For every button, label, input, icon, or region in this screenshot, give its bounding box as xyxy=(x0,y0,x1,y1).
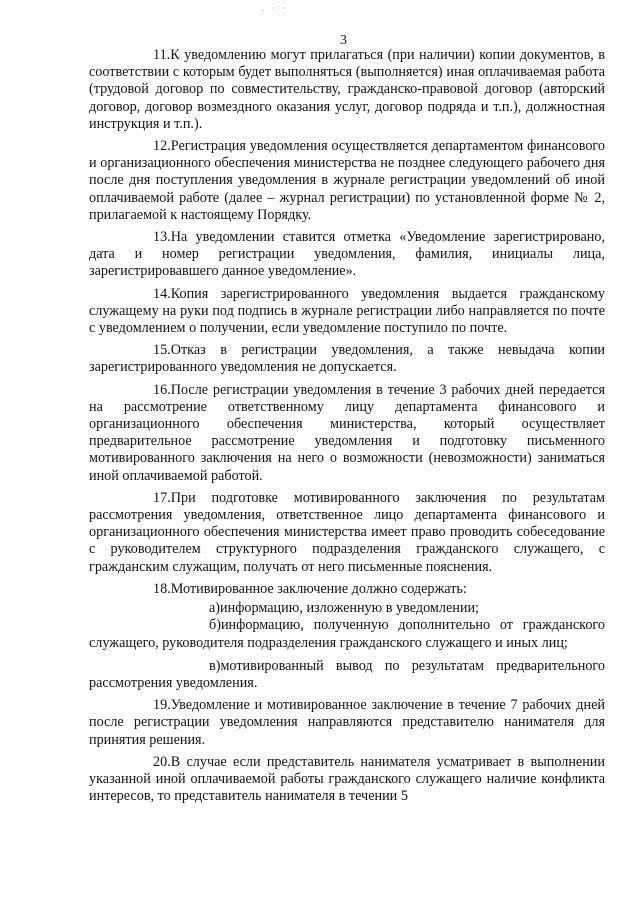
paragraph-number: 18. xyxy=(153,580,171,597)
paragraph-text: Копия зарегистрированного уведомления выдается гражданскому служащему на руки под подпись в журнале регистрации либо направляется по почте с уведомлением о получении, если уведомление поступило по почте. xyxy=(89,285,605,337)
paragraph-number: 20. xyxy=(153,753,171,770)
sub-item-text: информацию, полученную дополнительно от гражданского служащего, руководителя подразделения гражданского служащего и иных лиц; xyxy=(89,617,605,651)
paragraph-number: 19. xyxy=(153,697,171,714)
paragraph-text: При подготовке мотивированного заключения по результатам рассмотрения уведомления, ответственное лицо департамента финансового и организационного обеспечения министерства имеет право проводить собеседование с руководителем структурного подразделения гражданского служащего, с гражданским служащим, получать от него письменные пояснения. xyxy=(89,489,605,575)
paragraph-number: 15. xyxy=(153,342,171,359)
paragraph-text: На уведомлении ставится отметка «Уведомление зарегистрировано, дата и номер регистрации уведомления, фамилия, инициалы лица, зарегистрировавшего данное уведомление». xyxy=(89,229,605,280)
sub-item-letter: в) xyxy=(209,657,221,674)
paragraph-number: 13. xyxy=(153,229,171,246)
paragraph-17 xyxy=(89,490,605,576)
paragraph-text: Мотивированное заключение должно содержать: xyxy=(170,580,467,597)
paragraph-18 xyxy=(89,581,605,598)
paragraph-number: 11. xyxy=(153,47,171,63)
paragraph-19 xyxy=(89,697,605,749)
paragraph-text: Регистрация уведомления осуществляется департаментом финансового и организационного обеспечения министерства не позднее следующего рабочего дня после дня поступления уведомления в журнале регистрации уведомлений об иной оплачиваемой работе (далее – журнал регистрации) по установленной форме № 2, прилагаемой к настоящему Порядку. xyxy=(89,138,605,223)
paragraph-15 xyxy=(89,342,605,376)
sub-item-text: информацию, изложенную в уведомлении; xyxy=(220,600,479,617)
paragraph-12 xyxy=(89,138,605,224)
sub-item-letter: б) xyxy=(209,617,221,634)
scan-artifact-marks: . · · xyxy=(262,4,289,13)
paragraph-number: 16. xyxy=(153,381,171,398)
sub-item-a xyxy=(89,600,605,617)
paragraph-number: 17. xyxy=(153,489,171,506)
sub-item-c xyxy=(89,658,605,692)
sub-item-b xyxy=(89,617,605,651)
paragraph-20 xyxy=(89,754,605,806)
paragraph-13 xyxy=(89,229,605,281)
paragraph-16 xyxy=(89,382,605,485)
paragraph-text: После регистрации уведомления в течение 3 рабочих дней передается на рассмотрение ответственному лицу департамента финансового и организационного обеспечения министерства, который осуществляет предварительное рассмотрение уведомления и подготовку письменного мотивированного заключения на него о возможности (невозможности) заниматься иной оплачиваемой работой. xyxy=(89,381,605,484)
sub-item-letter: а) xyxy=(209,600,221,617)
page-number: 3 xyxy=(340,33,347,48)
paragraph-text: К уведомлению могут прилагаться (при наличии) копии документов, в соответствии с которым будет выполняться (выполняется) иная оплачиваемая работа (трудовой договор по совместительству, гражданско-правовой договор (авторский договор, договор возмездного оказания услуг, договор подряда и т.п.), должностная инструкция и т.п.). xyxy=(89,47,605,132)
paragraph-number: 14. xyxy=(153,285,171,302)
paragraph-14 xyxy=(89,286,605,338)
paragraph-text: В случае если представитель нанимателя усматривает в выполнении указанной иной оплачиваемой работы гражданского служащего наличие конфликта интересов, то представитель нанимателя в течении 5 xyxy=(89,753,605,805)
paragraph-number: 12. xyxy=(153,138,171,155)
paragraph-text: Отказ в регистрации уведомления, а также невыдача копии зарегистрированного уведомления не допускается. xyxy=(89,342,605,376)
paragraph-text: Уведомление и мотивированное заключение в течение 7 рабочих дней после регистрации уведомления направляются представителю нанимателя для принятия решения. xyxy=(89,697,605,748)
paragraph-11 xyxy=(89,47,605,133)
document-body xyxy=(89,47,605,807)
sub-item-text: мотивированный вывод по результатам предварительного рассмотрения уведомления. xyxy=(89,657,605,691)
